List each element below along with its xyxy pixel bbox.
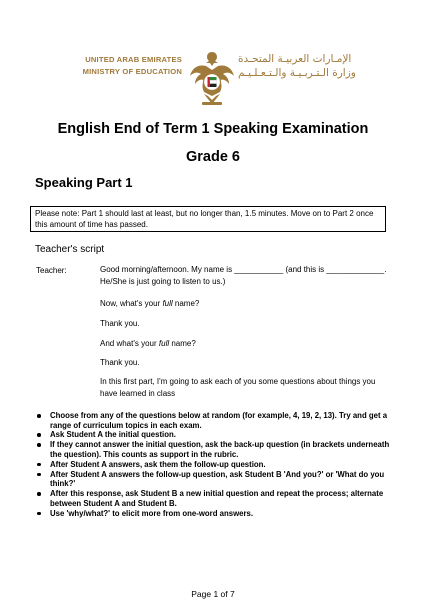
list-item-text: Choose from any of the questions below at random (for example, 4, 19, 2, 13). Try and get a range of curriculum topics in each exam. bbox=[50, 411, 388, 430]
script-emphasis-full-second: full bbox=[158, 339, 170, 348]
ministry-name-ar: وزارة الـتـربـيـة والـتـعـلـيـم bbox=[238, 67, 356, 79]
script-intro: In this first part, I'm going to ask each of you some questions about things you have learned in class bbox=[100, 377, 376, 398]
bullet-icon bbox=[37, 443, 41, 447]
list-item bbox=[36, 489, 396, 508]
list-item-text: After this response, ask Student B a new initial question and repeat the process; alternate between Student A and Student B. bbox=[50, 489, 384, 508]
country-name-en: UNITED ARAB EMIRATES bbox=[85, 55, 182, 64]
bullet-icon bbox=[37, 512, 41, 516]
list-item bbox=[36, 470, 396, 489]
country-name-ar: الإمـارات العربيـة المتحـدة bbox=[238, 53, 352, 65]
instructions-list bbox=[36, 411, 396, 519]
script-ask-name-suffix: name? bbox=[172, 299, 200, 308]
list-item-text: If they cannot answer the initial question, ask the back-up question (in brackets underneath the question). This counts as support in the rubric. bbox=[50, 440, 390, 459]
script-emphasis-full: full bbox=[162, 299, 173, 308]
bullet-icon bbox=[37, 414, 41, 418]
document-title: English End of Term 1 Speaking Examination bbox=[57, 121, 369, 137]
script-thanks: Thank you. bbox=[100, 319, 140, 328]
list-item bbox=[36, 430, 396, 440]
script-ask-name-second bbox=[100, 338, 390, 350]
ministry-name-en: MINISTRY OF EDUCATION bbox=[82, 67, 182, 76]
page-number: Page 1 of 7 bbox=[191, 589, 235, 599]
uae-falcon-emblem-icon bbox=[188, 46, 236, 110]
script-label: Teacher's script bbox=[35, 244, 105, 255]
page-header bbox=[0, 44, 426, 114]
script-ask-name-second-suffix: name? bbox=[169, 339, 196, 348]
script-thanks-second: Thank you. bbox=[100, 358, 140, 367]
ministry-name-english bbox=[54, 54, 182, 78]
script-ask-name bbox=[100, 298, 390, 310]
bullet-icon bbox=[37, 492, 41, 496]
part-heading: Speaking Part 1 bbox=[35, 175, 133, 190]
bullet-icon bbox=[37, 473, 41, 477]
list-item bbox=[36, 460, 396, 470]
timing-note-box: Please note: Part 1 should last at least, but no longer than, 1.5 minutes. Move on to Part 2 once this amount of time has passed. bbox=[30, 206, 386, 232]
list-item bbox=[36, 509, 396, 519]
list-item bbox=[36, 411, 396, 430]
list-item bbox=[36, 440, 396, 459]
list-item-text: Use 'why/what?' to elicit more from one-word answers. bbox=[50, 508, 254, 518]
bullet-icon bbox=[37, 463, 41, 467]
ministry-name-arabic bbox=[238, 52, 358, 80]
script-ask-name-second-prefix: And what's your bbox=[100, 339, 159, 348]
list-item-text: After Student A answers the follow-up question, ask Student B 'And you?' or 'What do you think?' bbox=[50, 469, 385, 489]
list-item-text: Ask Student A the initial question. bbox=[50, 430, 176, 440]
script-ask-name-prefix: Now, what's your bbox=[100, 299, 163, 308]
list-item-text: After Student A answers, ask them the follow-up question. bbox=[50, 459, 266, 469]
bullet-icon bbox=[37, 433, 41, 437]
script-greeting: Good morning/afternoon. My name is ___________ (and this is _____________. He/She is just going to listen to us.) bbox=[100, 265, 387, 286]
speaker-label: Teacher: bbox=[36, 266, 67, 275]
grade-heading: Grade 6 bbox=[186, 149, 240, 165]
